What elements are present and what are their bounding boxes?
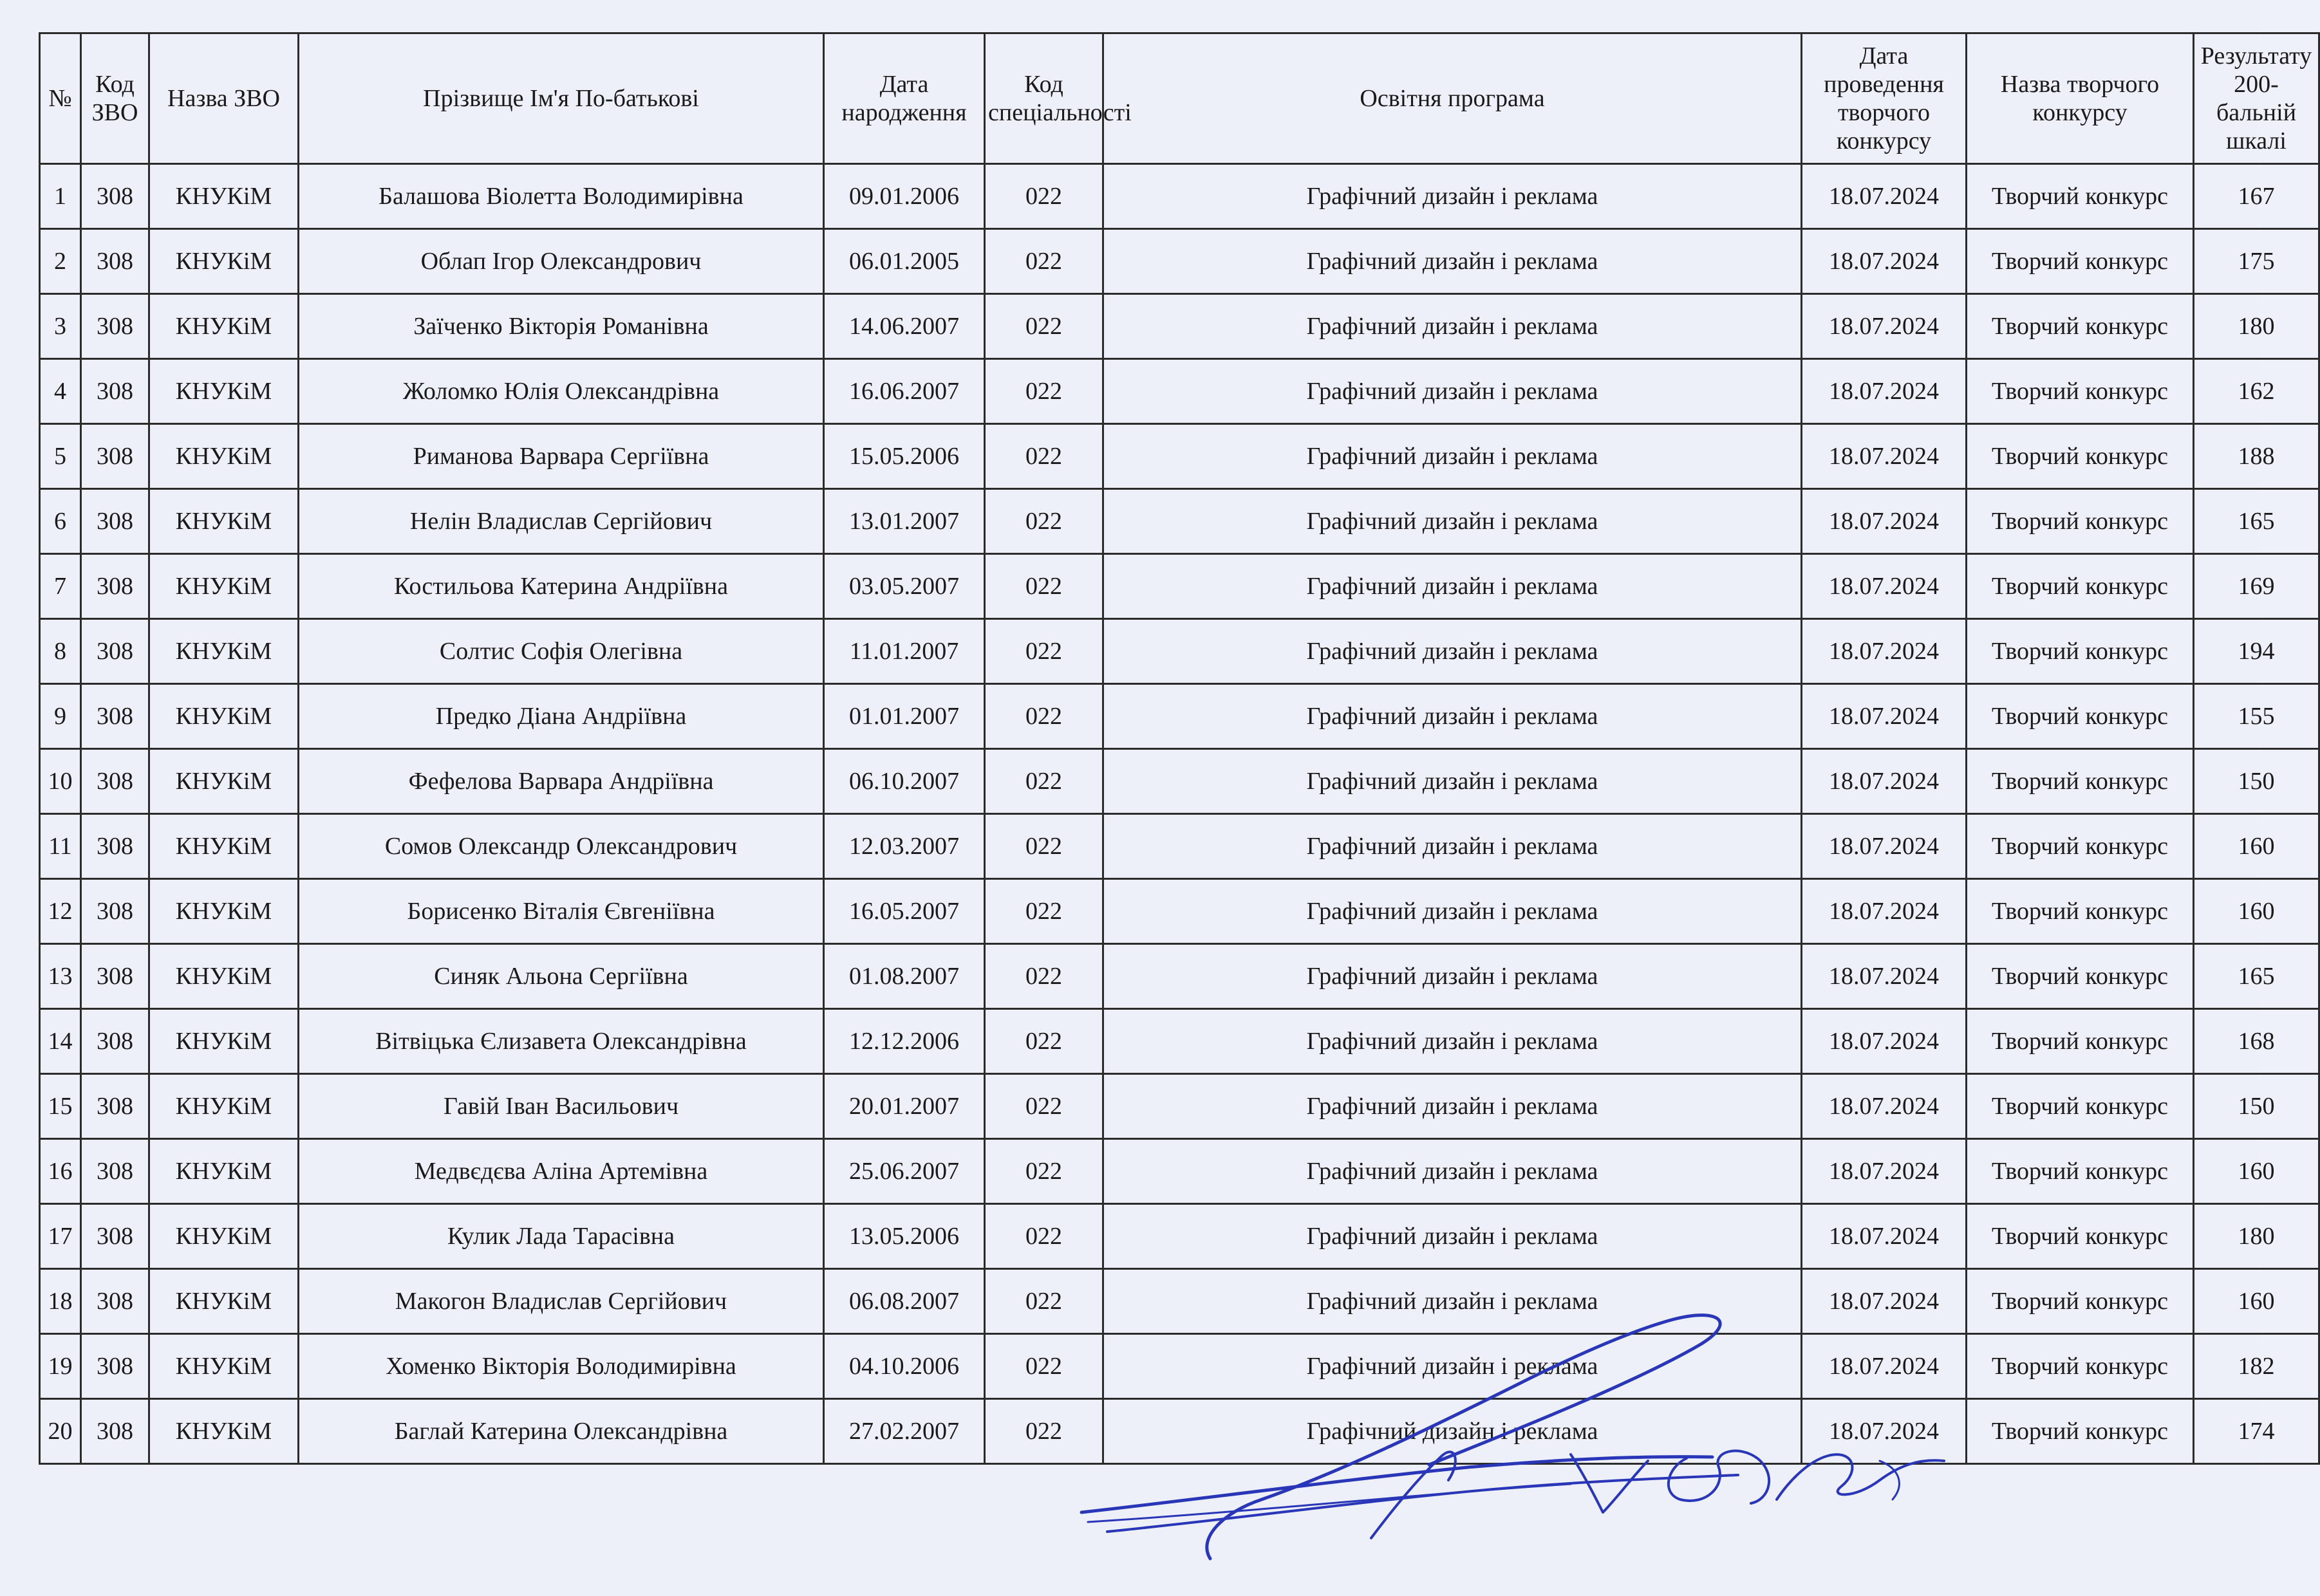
row-contest-date-cell: 18.07.2024 bbox=[1802, 1269, 1967, 1334]
row-number-cell: 14 bbox=[40, 1009, 81, 1074]
row-institution-code-cell: 308 bbox=[81, 749, 149, 814]
row-score-cell: 160 bbox=[2194, 1269, 2319, 1334]
header-institution-code: Код ЗВО bbox=[81, 33, 149, 164]
row-contest-date-cell: 18.07.2024 bbox=[1802, 164, 1967, 229]
table-row bbox=[40, 619, 2319, 684]
row-educational-program-cell: Графічний дизайн і реклама bbox=[1103, 1204, 1802, 1269]
row-institution-code-cell: 308 bbox=[81, 879, 149, 944]
row-specialty-code-cell: 022 bbox=[985, 1269, 1103, 1334]
row-institution-code-cell: 308 bbox=[81, 1334, 149, 1399]
row-institution-code-cell: 308 bbox=[81, 1074, 149, 1139]
row-contest-name-cell: Творчий конкурс bbox=[1967, 489, 2194, 554]
row-institution-code-cell: 308 bbox=[81, 814, 149, 879]
row-institution-code-cell: 308 bbox=[81, 164, 149, 229]
table-row bbox=[40, 294, 2319, 359]
row-number-cell: 9 bbox=[40, 684, 81, 749]
row-institution-code-cell: 308 bbox=[81, 1139, 149, 1204]
row-full-name-cell: Вітвіцька Єлизавета Олександрівна bbox=[299, 1009, 824, 1074]
results-table bbox=[39, 32, 2320, 1465]
row-full-name-cell: Жоломко Юлія Олександрівна bbox=[299, 359, 824, 424]
row-contest-date-cell: 18.07.2024 bbox=[1802, 229, 1967, 294]
row-score-cell: 175 bbox=[2194, 229, 2319, 294]
row-birth-date-cell: 16.06.2007 bbox=[824, 359, 985, 424]
row-specialty-code-cell: 022 bbox=[985, 554, 1103, 619]
row-contest-name-cell: Творчий конкурс bbox=[1967, 1204, 2194, 1269]
row-number-cell: 7 bbox=[40, 554, 81, 619]
row-institution-name-cell: КНУКіМ bbox=[149, 879, 299, 944]
row-score-cell: 150 bbox=[2194, 1074, 2319, 1139]
table-row bbox=[40, 359, 2319, 424]
row-contest-name-cell: Творчий конкурс bbox=[1967, 1009, 2194, 1074]
row-contest-date-cell: 18.07.2024 bbox=[1802, 814, 1967, 879]
table-row bbox=[40, 1204, 2319, 1269]
row-full-name-cell: Гавій Іван Васильович bbox=[299, 1074, 824, 1139]
row-birth-date-cell: 03.05.2007 bbox=[824, 554, 985, 619]
row-full-name-cell: Медвєдєва Аліна Артемівна bbox=[299, 1139, 824, 1204]
row-contest-name-cell: Творчий конкурс bbox=[1967, 684, 2194, 749]
row-contest-date-cell: 18.07.2024 bbox=[1802, 1009, 1967, 1074]
row-score-cell: 165 bbox=[2194, 489, 2319, 554]
row-score-cell: 169 bbox=[2194, 554, 2319, 619]
row-institution-code-cell: 308 bbox=[81, 554, 149, 619]
table-row bbox=[40, 749, 2319, 814]
row-institution-name-cell: КНУКіМ bbox=[149, 1399, 299, 1464]
row-educational-program-cell: Графічний дизайн і реклама bbox=[1103, 489, 1802, 554]
header-full-name: Прізвище Ім'я По-батькові bbox=[299, 33, 824, 164]
table-row bbox=[40, 1269, 2319, 1334]
row-contest-date-cell: 18.07.2024 bbox=[1802, 554, 1967, 619]
row-specialty-code-cell: 022 bbox=[985, 749, 1103, 814]
row-contest-name-cell: Творчий конкурс bbox=[1967, 814, 2194, 879]
row-specialty-code-cell: 022 bbox=[985, 424, 1103, 489]
row-specialty-code-cell: 022 bbox=[985, 1139, 1103, 1204]
row-educational-program-cell: Графічний дизайн і реклама bbox=[1103, 1074, 1802, 1139]
row-number-cell: 10 bbox=[40, 749, 81, 814]
row-contest-name-cell: Творчий конкурс bbox=[1967, 619, 2194, 684]
row-institution-name-cell: КНУКіМ bbox=[149, 1334, 299, 1399]
row-specialty-code-cell: 022 bbox=[985, 229, 1103, 294]
row-number-cell: 6 bbox=[40, 489, 81, 554]
row-institution-code-cell: 308 bbox=[81, 489, 149, 554]
row-institution-name-cell: КНУКіМ bbox=[149, 684, 299, 749]
row-contest-name-cell: Творчий конкурс bbox=[1967, 294, 2194, 359]
row-contest-date-cell: 18.07.2024 bbox=[1802, 1204, 1967, 1269]
table-row bbox=[40, 1009, 2319, 1074]
row-institution-code-cell: 308 bbox=[81, 1009, 149, 1074]
row-educational-program-cell: Графічний дизайн і реклама bbox=[1103, 814, 1802, 879]
header-educational-program: Освітня програма bbox=[1103, 33, 1802, 164]
row-educational-program-cell: Графічний дизайн і реклама bbox=[1103, 294, 1802, 359]
row-birth-date-cell: 06.01.2005 bbox=[824, 229, 985, 294]
row-institution-name-cell: КНУКіМ bbox=[149, 229, 299, 294]
row-birth-date-cell: 25.06.2007 bbox=[824, 1139, 985, 1204]
row-institution-name-cell: КНУКіМ bbox=[149, 1139, 299, 1204]
table-row bbox=[40, 814, 2319, 879]
row-specialty-code-cell: 022 bbox=[985, 619, 1103, 684]
row-number-cell: 20 bbox=[40, 1399, 81, 1464]
row-score-cell: 165 bbox=[2194, 944, 2319, 1009]
row-institution-code-cell: 308 bbox=[81, 359, 149, 424]
row-score-cell: 182 bbox=[2194, 1334, 2319, 1399]
row-full-name-cell: Баглай Катерина Олександрівна bbox=[299, 1399, 824, 1464]
row-birth-date-cell: 01.01.2007 bbox=[824, 684, 985, 749]
row-specialty-code-cell: 022 bbox=[985, 1399, 1103, 1464]
row-full-name-cell: Хоменко Вікторія Володимирівна bbox=[299, 1334, 824, 1399]
row-educational-program-cell: Графічний дизайн і реклама bbox=[1103, 619, 1802, 684]
row-specialty-code-cell: 022 bbox=[985, 814, 1103, 879]
row-full-name-cell: Макогон Владислав Сергійович bbox=[299, 1269, 824, 1334]
row-institution-code-cell: 308 bbox=[81, 684, 149, 749]
row-contest-name-cell: Творчий конкурс bbox=[1967, 424, 2194, 489]
row-score-cell: 167 bbox=[2194, 164, 2319, 229]
table-row bbox=[40, 554, 2319, 619]
row-number-cell: 16 bbox=[40, 1139, 81, 1204]
row-contest-date-cell: 18.07.2024 bbox=[1802, 684, 1967, 749]
table-row bbox=[40, 1139, 2319, 1204]
row-educational-program-cell: Графічний дизайн і реклама bbox=[1103, 684, 1802, 749]
table-body bbox=[40, 164, 2319, 1464]
table-row bbox=[40, 1074, 2319, 1139]
row-educational-program-cell: Графічний дизайн і реклама bbox=[1103, 554, 1802, 619]
row-educational-program-cell: Графічний дизайн і реклама bbox=[1103, 164, 1802, 229]
row-institution-code-cell: 308 bbox=[81, 1204, 149, 1269]
row-institution-name-cell: КНУКіМ bbox=[149, 1009, 299, 1074]
row-birth-date-cell: 06.10.2007 bbox=[824, 749, 985, 814]
row-full-name-cell: Заїченко Вікторія Романівна bbox=[299, 294, 824, 359]
row-contest-date-cell: 18.07.2024 bbox=[1802, 424, 1967, 489]
header-contest-name: Назва творчого конкурсу bbox=[1967, 33, 2194, 164]
row-score-cell: 150 bbox=[2194, 749, 2319, 814]
header-number: № bbox=[40, 33, 81, 164]
row-institution-name-cell: КНУКіМ bbox=[149, 554, 299, 619]
row-institution-name-cell: КНУКіМ bbox=[149, 944, 299, 1009]
row-contest-date-cell: 18.07.2024 bbox=[1802, 1399, 1967, 1464]
row-contest-name-cell: Творчий конкурс bbox=[1967, 359, 2194, 424]
row-contest-date-cell: 18.07.2024 bbox=[1802, 1334, 1967, 1399]
row-full-name-cell: Фефелова Варвара Андріївна bbox=[299, 749, 824, 814]
row-birth-date-cell: 13.05.2006 bbox=[824, 1204, 985, 1269]
row-contest-date-cell: 18.07.2024 bbox=[1802, 944, 1967, 1009]
row-contest-date-cell: 18.07.2024 bbox=[1802, 1139, 1967, 1204]
row-full-name-cell: Предко Діана Андріївна bbox=[299, 684, 824, 749]
row-institution-code-cell: 308 bbox=[81, 229, 149, 294]
row-number-cell: 1 bbox=[40, 164, 81, 229]
table-row bbox=[40, 229, 2319, 294]
row-specialty-code-cell: 022 bbox=[985, 1204, 1103, 1269]
row-contest-name-cell: Творчий конкурс bbox=[1967, 1074, 2194, 1139]
row-specialty-code-cell: 022 bbox=[985, 1009, 1103, 1074]
row-score-cell: 194 bbox=[2194, 619, 2319, 684]
table-row bbox=[40, 1334, 2319, 1399]
row-educational-program-cell: Графічний дизайн і реклама bbox=[1103, 944, 1802, 1009]
row-specialty-code-cell: 022 bbox=[985, 1074, 1103, 1139]
header-birth-date: Дата народження bbox=[824, 33, 985, 164]
row-institution-code-cell: 308 bbox=[81, 1269, 149, 1334]
row-contest-date-cell: 18.07.2024 bbox=[1802, 359, 1967, 424]
row-institution-name-cell: КНУКіМ bbox=[149, 1269, 299, 1334]
row-contest-date-cell: 18.07.2024 bbox=[1802, 294, 1967, 359]
table-row bbox=[40, 879, 2319, 944]
row-contest-name-cell: Творчий конкурс bbox=[1967, 879, 2194, 944]
row-number-cell: 12 bbox=[40, 879, 81, 944]
row-full-name-cell: Балашова Віолетта Володимирівна bbox=[299, 164, 824, 229]
row-specialty-code-cell: 022 bbox=[985, 294, 1103, 359]
row-number-cell: 15 bbox=[40, 1074, 81, 1139]
row-institution-name-cell: КНУКіМ bbox=[149, 294, 299, 359]
row-contest-name-cell: Творчий конкурс bbox=[1967, 229, 2194, 294]
row-institution-code-cell: 308 bbox=[81, 944, 149, 1009]
table-row bbox=[40, 684, 2319, 749]
row-birth-date-cell: 12.03.2007 bbox=[824, 814, 985, 879]
row-score-cell: 160 bbox=[2194, 1139, 2319, 1204]
row-institution-code-cell: 308 bbox=[81, 294, 149, 359]
table-row bbox=[40, 1399, 2319, 1464]
row-birth-date-cell: 15.05.2006 bbox=[824, 424, 985, 489]
row-educational-program-cell: Графічний дизайн і реклама bbox=[1103, 1269, 1802, 1334]
row-full-name-cell: Кулик Лада Тарасівна bbox=[299, 1204, 824, 1269]
row-score-cell: 188 bbox=[2194, 424, 2319, 489]
row-contest-name-cell: Творчий конкурс bbox=[1967, 1399, 2194, 1464]
row-number-cell: 13 bbox=[40, 944, 81, 1009]
row-number-cell: 11 bbox=[40, 814, 81, 879]
row-birth-date-cell: 13.01.2007 bbox=[824, 489, 985, 554]
row-number-cell: 8 bbox=[40, 619, 81, 684]
row-birth-date-cell: 06.08.2007 bbox=[824, 1269, 985, 1334]
row-score-cell: 162 bbox=[2194, 359, 2319, 424]
row-contest-name-cell: Творчий конкурс bbox=[1967, 1269, 2194, 1334]
table-header-row bbox=[40, 33, 2319, 164]
row-educational-program-cell: Графічний дизайн і реклама bbox=[1103, 1139, 1802, 1204]
row-number-cell: 18 bbox=[40, 1269, 81, 1334]
row-specialty-code-cell: 022 bbox=[985, 684, 1103, 749]
row-birth-date-cell: 14.06.2007 bbox=[824, 294, 985, 359]
row-specialty-code-cell: 022 bbox=[985, 164, 1103, 229]
row-score-cell: 180 bbox=[2194, 294, 2319, 359]
row-full-name-cell: Риманова Варвара Сергіївна bbox=[299, 424, 824, 489]
row-number-cell: 17 bbox=[40, 1204, 81, 1269]
row-institution-name-cell: КНУКіМ bbox=[149, 489, 299, 554]
row-score-cell: 180 bbox=[2194, 1204, 2319, 1269]
row-specialty-code-cell: 022 bbox=[985, 944, 1103, 1009]
row-educational-program-cell: Графічний дизайн і реклама bbox=[1103, 229, 1802, 294]
row-full-name-cell: Костильова Катерина Андріївна bbox=[299, 554, 824, 619]
header-institution-name: Назва ЗВО bbox=[149, 33, 299, 164]
row-score-cell: 155 bbox=[2194, 684, 2319, 749]
row-score-cell: 160 bbox=[2194, 814, 2319, 879]
row-birth-date-cell: 12.12.2006 bbox=[824, 1009, 985, 1074]
row-number-cell: 2 bbox=[40, 229, 81, 294]
row-contest-name-cell: Творчий конкурс bbox=[1967, 554, 2194, 619]
table-row bbox=[40, 489, 2319, 554]
row-contest-date-cell: 18.07.2024 bbox=[1802, 879, 1967, 944]
row-birth-date-cell: 01.08.2007 bbox=[824, 944, 985, 1009]
row-institution-name-cell: КНУКіМ bbox=[149, 359, 299, 424]
row-institution-name-cell: КНУКіМ bbox=[149, 424, 299, 489]
row-institution-name-cell: КНУКіМ bbox=[149, 1074, 299, 1139]
row-full-name-cell: Солтис Софія Олегівна bbox=[299, 619, 824, 684]
row-contest-date-cell: 18.07.2024 bbox=[1802, 489, 1967, 554]
header-specialty-code: Код спеціальності bbox=[985, 33, 1103, 164]
row-contest-name-cell: Творчий конкурс bbox=[1967, 1139, 2194, 1204]
row-institution-name-cell: КНУКіМ bbox=[149, 164, 299, 229]
row-educational-program-cell: Графічний дизайн і реклама bbox=[1103, 1009, 1802, 1074]
header-contest-date: Дата проведення творчого конкурсу bbox=[1802, 33, 1967, 164]
row-educational-program-cell: Графічний дизайн і реклама bbox=[1103, 749, 1802, 814]
row-full-name-cell: Синяк Альона Сергіївна bbox=[299, 944, 824, 1009]
row-score-cell: 168 bbox=[2194, 1009, 2319, 1074]
row-institution-code-cell: 308 bbox=[81, 424, 149, 489]
row-contest-date-cell: 18.07.2024 bbox=[1802, 619, 1967, 684]
row-contest-name-cell: Творчий конкурс bbox=[1967, 1334, 2194, 1399]
row-number-cell: 5 bbox=[40, 424, 81, 489]
row-full-name-cell: Борисенко Віталія Євгеніївна bbox=[299, 879, 824, 944]
row-institution-name-cell: КНУКіМ bbox=[149, 619, 299, 684]
row-number-cell: 19 bbox=[40, 1334, 81, 1399]
row-specialty-code-cell: 022 bbox=[985, 359, 1103, 424]
row-birth-date-cell: 16.05.2007 bbox=[824, 879, 985, 944]
row-institution-name-cell: КНУКіМ bbox=[149, 749, 299, 814]
row-institution-name-cell: КНУКіМ bbox=[149, 1204, 299, 1269]
row-contest-name-cell: Творчий конкурс bbox=[1967, 749, 2194, 814]
row-educational-program-cell: Графічний дизайн і реклама bbox=[1103, 1334, 1802, 1399]
row-educational-program-cell: Графічний дизайн і реклама bbox=[1103, 359, 1802, 424]
row-educational-program-cell: Графічний дизайн і реклама bbox=[1103, 879, 1802, 944]
table-row bbox=[40, 164, 2319, 229]
row-specialty-code-cell: 022 bbox=[985, 489, 1103, 554]
row-full-name-cell: Облап Ігор Олександрович bbox=[299, 229, 824, 294]
row-institution-name-cell: КНУКіМ bbox=[149, 814, 299, 879]
row-contest-name-cell: Творчий конкурс bbox=[1967, 944, 2194, 1009]
row-specialty-code-cell: 022 bbox=[985, 879, 1103, 944]
row-birth-date-cell: 11.01.2007 bbox=[824, 619, 985, 684]
row-educational-program-cell: Графічний дизайн і реклама bbox=[1103, 424, 1802, 489]
row-score-cell: 174 bbox=[2194, 1399, 2319, 1464]
row-birth-date-cell: 20.01.2007 bbox=[824, 1074, 985, 1139]
row-institution-code-cell: 308 bbox=[81, 619, 149, 684]
row-number-cell: 3 bbox=[40, 294, 81, 359]
row-number-cell: 4 bbox=[40, 359, 81, 424]
row-full-name-cell: Сомов Олександр Олександрович bbox=[299, 814, 824, 879]
row-contest-date-cell: 18.07.2024 bbox=[1802, 1074, 1967, 1139]
row-birth-date-cell: 04.10.2006 bbox=[824, 1334, 985, 1399]
table-row bbox=[40, 944, 2319, 1009]
row-contest-date-cell: 18.07.2024 bbox=[1802, 749, 1967, 814]
row-contest-name-cell: Творчий конкурс bbox=[1967, 164, 2194, 229]
row-full-name-cell: Нелін Владислав Сергійович bbox=[299, 489, 824, 554]
row-institution-code-cell: 308 bbox=[81, 1399, 149, 1464]
row-birth-date-cell: 09.01.2006 bbox=[824, 164, 985, 229]
row-educational-program-cell: Графічний дизайн і реклама bbox=[1103, 1399, 1802, 1464]
header-score: Результату 200-бальній шкалі bbox=[2194, 33, 2319, 164]
row-specialty-code-cell: 022 bbox=[985, 1334, 1103, 1399]
row-birth-date-cell: 27.02.2007 bbox=[824, 1399, 985, 1464]
row-score-cell: 160 bbox=[2194, 879, 2319, 944]
table-row bbox=[40, 424, 2319, 489]
